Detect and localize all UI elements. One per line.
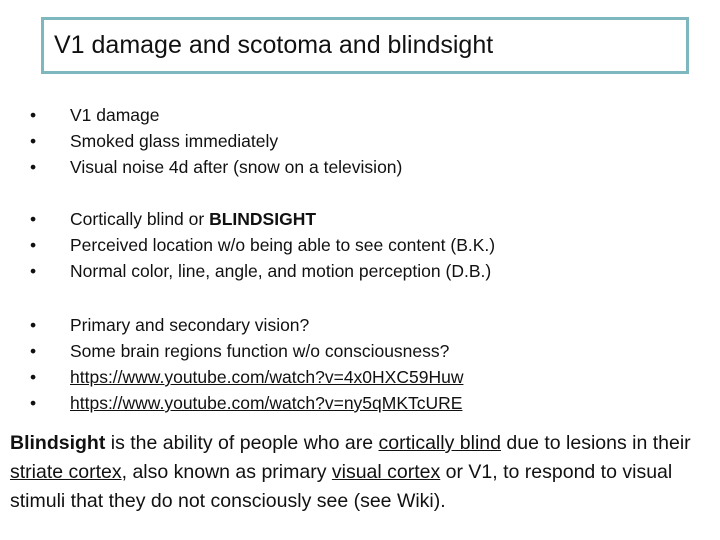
bullet-item [26,364,686,390]
bullet-icon: • [30,341,37,361]
bullet-icon: • [30,131,37,151]
bullet-group-blindsight [26,206,686,284]
bullet-text: Cortically blind or [70,209,210,229]
paragraph-text: due to lesions in their [500,432,691,454]
bullet-item [26,390,686,416]
paragraph-text: , also known as primary [121,461,332,483]
bullet-item [26,154,686,180]
bullet-icon: • [30,367,37,387]
striate-cortex-link[interactable]: striate cortex [10,461,122,483]
bullet-icon: • [30,235,37,255]
paragraph-text: is the ability of people who are [105,432,379,454]
bullet-group-questions [26,312,686,416]
bullet-item [26,258,686,284]
bullet-text: Perceived location w/o being able to see content (B.K.) [70,235,496,255]
blindsight-term: Blindsight [10,432,106,454]
youtube-link-1[interactable]: https://www.youtube.com/watch?v=4x0HXC59Huw [70,367,464,387]
bullet-group-damage [26,102,686,180]
blindsight-definition-paragraph [10,429,710,516]
bullet-item [26,312,686,338]
cortically-blind-link[interactable]: cortically blind [378,432,501,454]
bullet-item [26,232,686,258]
title-box [41,17,689,74]
bullet-item [26,338,686,364]
bullet-text: Primary and secondary vision? [70,315,310,335]
blindsight-emphasis: BLINDSIGHT [209,209,317,229]
visual-cortex-link[interactable]: visual cortex [331,461,441,483]
bullet-icon: • [30,105,37,125]
bullet-icon: • [30,393,37,413]
bullet-item [26,102,686,128]
bullet-item [26,128,686,154]
bullet-text: Visual noise 4d after (snow on a television) [70,157,403,177]
bullet-item [26,206,686,232]
bullet-icon: • [30,209,37,229]
youtube-link-2[interactable]: https://www.youtube.com/watch?v=ny5qMKTcURE [70,393,463,413]
paragraph-text: or V1, to respond to visual stimuli that they do not consciously see (see Wiki). [10,461,673,512]
bullet-text: V1 damage [70,105,160,125]
bullet-icon: • [30,261,37,281]
bullet-icon: • [30,315,37,335]
bullet-text: Smoked glass immediately [70,131,279,151]
bullet-text: Some brain regions function w/o consciousness? [70,341,450,361]
bullet-icon: • [30,157,37,177]
bullet-text: Normal color, line, angle, and motion perception (D.B.) [70,261,492,281]
slide-title: V1 damage and scotoma and blindsight [54,31,494,59]
